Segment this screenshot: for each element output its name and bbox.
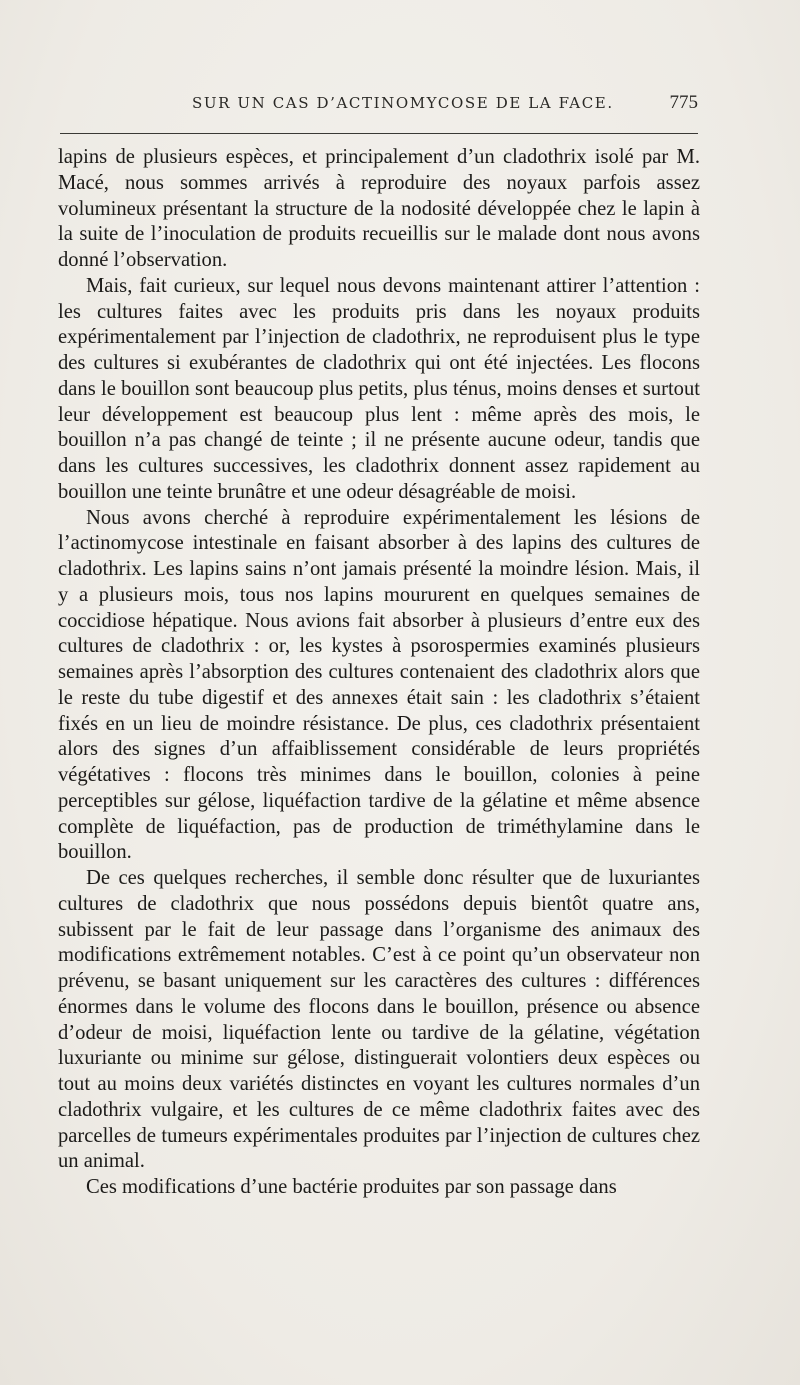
body-text [58, 145, 700, 1201]
running-title: SUR UN CAS D’ACTINOMYCOSE DE LA FACE. [192, 94, 614, 112]
paragraph-1: lapins de plusieurs espèces, et principalement d’un cladothrix isolé par M. Macé, nous sommes arrivés à reproduire des noyaux parfois assez volumineux présentant la structure de la nodosité développée chez le lapin à la suite de l’inoculation de produits recueillis sur le malade dont nous avons donné l’observation. [58, 146, 700, 271]
header-rule [60, 133, 698, 134]
page-number: 775 [669, 92, 698, 113]
paragraph-3: Nous avons cherché à reproduire expérimentalement les lésions de l’actinomycose intestinale en faisant absorber à des lapins des cultures de cladothrix. Les lapins sains n’ont jamais présenté la moindre lésion. Mais, il y a plusieurs mois, tous nos lapins moururent en quelques semaines de coccidiose hépatique. Nous avions fait absorber à plusieurs d’entre eux des cultures de cladothrix : or, les kystes à psorospermies examinés plusieurs semaines après l’absorption des cultures contenaient des cladothrix alors que le reste du tube digestif et des annexes était sain : les cladothrix s’étaient fixés en un lieu de moindre résistance. De plus, ces cladothrix présentaient alors des signes d’un affaiblissement considérable de leurs propriétés végétatives : flocons très minimes dans le bouillon, colonies à peine perceptibles sur gélose, liquéfaction tardive de la gélatine et même absence complète de liquéfaction, pas de production de triméthylamine dans le bouillon. [58, 506, 700, 864]
paragraph-2: Mais, fait curieux, sur lequel nous devons maintenant attirer l’attention : les cultures faites avec les produits pris dans les noyaux produits expérimentalement par l’injection de cladothrix, ne reproduisent plus le type des cultures si exubérantes de cladothrix qui ont été injectées. Les flocons dans le bouillon sont beaucoup plus petits, plus ténus, moins denses et surtout leur développement est beaucoup plus lent : même après des mois, le bouillon n’a pas changé de teinte ; il ne présente aucune odeur, tandis que dans les cultures successives, les cladothrix donnent assez rapidement au bouillon une teinte brunâtre et une odeur désagréable de moisi. [58, 274, 700, 503]
paragraph-5: Ces modifications d’une bactérie produites par son passage dans [86, 1176, 617, 1198]
page-header [58, 92, 698, 120]
paragraph-4: De ces quelques recherches, il semble donc résulter que de luxuriantes cultures de cladothrix que nous possédons depuis bientôt quatre ans, subissent par le fait de leur passage dans l’organisme des animaux des modifications extrêmement notables. C’est à ce point qu’un observateur non prévenu, se basant uniquement sur les caractères des cultures : différences énormes dans le volume des flocons dans le bouillon, présence ou absence d’odeur de moisi, liquéfaction lente ou tardive de la gélatine, végétation luxuriante ou minime sur gélose, distinguerait volontiers deux espèces ou tout au moins deux variétés distinctes en voyant les cultures normales d’un cladothrix vulgaire, et les cultures de ce même cladothrix faites avec des parcelles de tumeurs expérimentales produites par l’injection de cultures chez un animal. [58, 867, 700, 1173]
